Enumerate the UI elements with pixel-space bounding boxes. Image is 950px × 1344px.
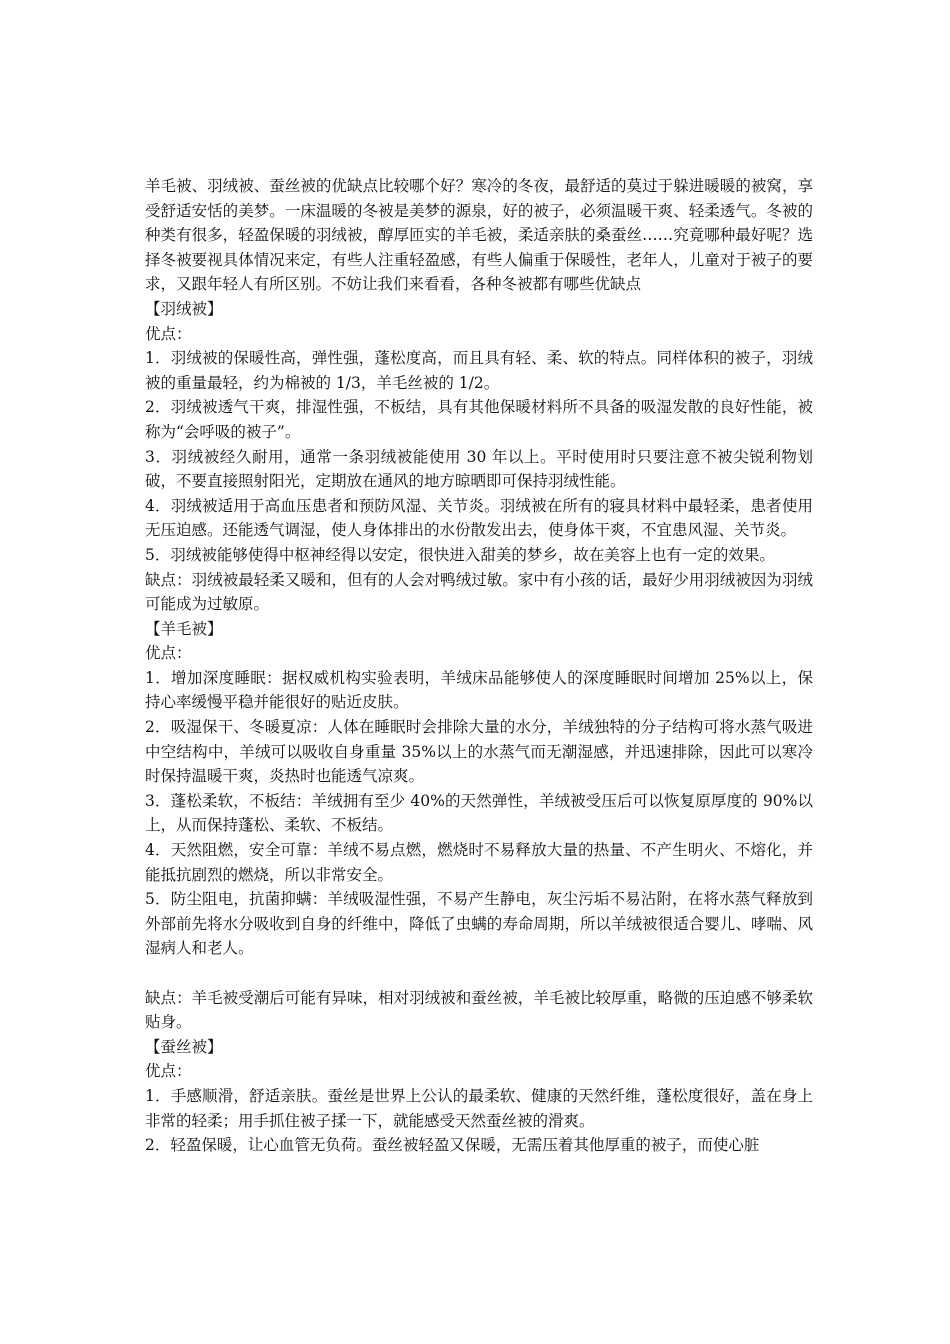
section-heading-wool: 【羊毛被】	[145, 619, 223, 638]
list-item: 1．增加深度睡眠：据权威机构实验表明，羊绒床品能够使人的深度睡眠时间增加 25%以上，保持心率缓慢平稳并能很好的贴近皮肤。	[145, 668, 813, 712]
cons-paragraph: 缺点：羊毛被受潮后可能有异味，相对羽绒被和蚕丝被，羊毛被比较厚重，略微的压迫感不够柔软贴身。	[145, 988, 813, 1032]
pros-label: 优点：	[145, 644, 192, 663]
section-heading-down: 【羽绒被】	[145, 299, 223, 318]
pros-label: 优点：	[145, 1062, 192, 1081]
pros-label: 优点：	[145, 324, 192, 343]
document-body	[145, 174, 813, 1158]
list-item: 5．防尘阻电，抗菌抑螨：羊绒吸湿性强，不易产生静电，灰尘污垢不易沾附，在将水蒸气释放到外部前先将水分吸收到自身的纤维中，降低了虫螨的寿命周期，所以羊绒被很适合婴儿、哮喘、风湿病人和老人。	[145, 890, 813, 958]
blank-line	[145, 961, 813, 986]
list-item: 4．羽绒被适用于高血压患者和预防风湿、关节炎。羽绒被在所有的寝具材料中最轻柔，患者使用无压迫感。还能透气调湿，使人身体排出的水份散发出去，使身体干爽，不宜患风湿、关节炎。	[145, 496, 813, 540]
list-item: 4．天然阻燃，安全可靠：羊绒不易点燃，燃烧时不易释放大量的热量、不产生明火、不熔化，并能抵抗剧烈的燃烧，所以非常安全。	[145, 841, 813, 884]
section-heading-silk: 【蚕丝被】	[145, 1037, 223, 1056]
list-item: 2．轻盈保暖，让心血管无负荷。蚕丝被轻盈又保暖，无需压着其他厚重的被子，而使心脏	[145, 1136, 760, 1155]
intro-paragraph: 羊毛被、羽绒被、蚕丝被的优缺点比较哪个好？寒冷的冬夜，最舒适的莫过于躲进暖暖的被窝，享受舒适安恬的美梦。一床温暖的冬被是美梦的源泉，好的被子，必须温暖干爽、轻柔透气。冬被的种类有很多，轻盈保暖的羽绒被，醇厚匝实的羊毛被，柔适亲肤的桑蚕丝……究竟哪种最好呢？选择冬被要视具体情况来定，有些人注重轻盈感，有些人偏重于保暖性，老年人，儿童对于被子的要求，又跟年轻人有所区别。不妨让我们来看看，各种冬被都有哪些优缺点	[145, 177, 813, 294]
list-item: 2．羽绒被透气干爽，排湿性强，不板结，具有其他保暖材料所不具备的吸湿发散的良好性能，被称为“会呼吸的被子”。	[145, 398, 813, 441]
list-item: 2．吸湿保干、冬暖夏凉：人体在睡眠时会排除大量的水分，羊绒独特的分子结构可将水蒸气吸进中空结构中，羊绒可以吸收自身重量 35%以上的水蒸气而无潮湿感，并迅速排除，因此可以寒冷时保持温暖干爽，炎热时也能透气凉爽。	[145, 718, 813, 786]
list-item: 1．手感顺滑，舒适亲肤。蚕丝是世界上公认的最柔软、健康的天然纤维，蓬松度很好，盖在身上非常的轻柔；用手抓住被子揉一下，就能感受天然蚕丝被的滑爽。	[145, 1086, 813, 1130]
list-item: 3．蓬松柔软，不板结：羊绒拥有至少 40%的天然弹性，羊绒被受压后可以恢复原厚度的 90%以上，从而保持蓬松、柔软、不板结。	[145, 791, 813, 835]
list-item: 1．羽绒被的保暖性高，弹性强，蓬松度高，而且具有轻、柔、软的特点。同样体积的被子，羽绒被的重量最轻，约为棉被的 1/3，羊毛丝被的 1/2。	[145, 349, 813, 392]
list-item: 5．羽绒被能够使得中枢神经得以安定，很快进入甜美的梦乡，故在美容上也有一定的效果。	[145, 545, 775, 564]
list-item: 3．羽绒被经久耐用，通常一条羽绒被能使用 30 年以上。平时使用时只要注意不被尖锐利物划破，不要直接照射阳光，定期放在通风的地方晾晒即可保持羽绒性能。	[145, 447, 813, 491]
cons-paragraph: 缺点：羽绒被最轻柔又暖和，但有的人会对鸭绒过敏。家中有小孩的话，最好少用羽绒被因为羽绒可能成为过敏原。	[145, 570, 813, 614]
